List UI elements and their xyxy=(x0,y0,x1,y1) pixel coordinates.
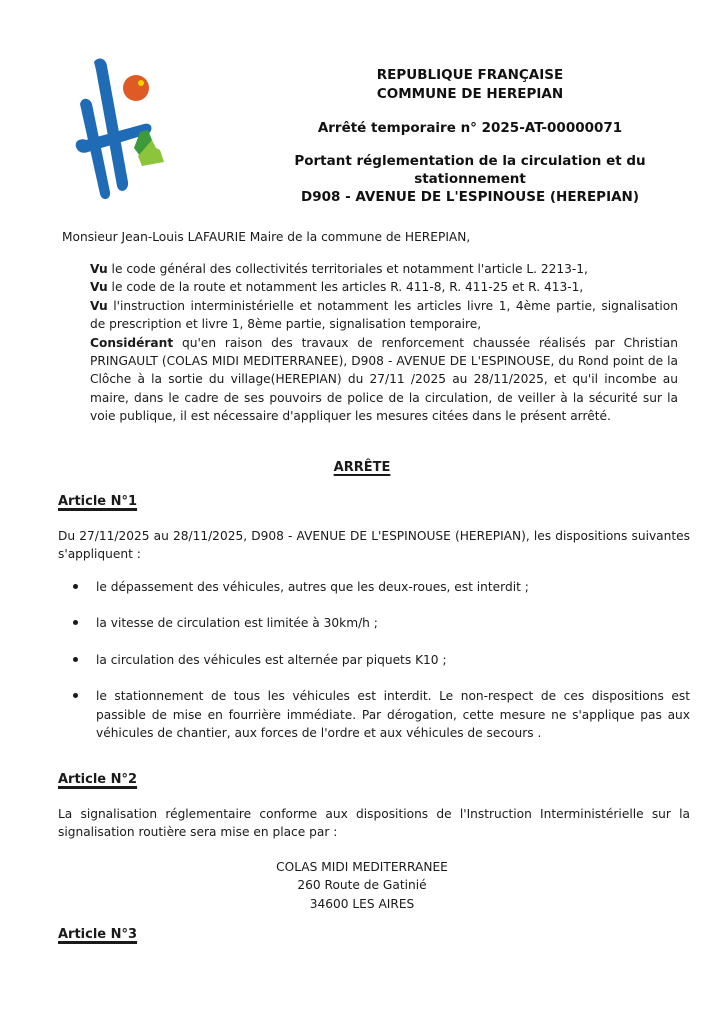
arrete-heading xyxy=(0,460,724,475)
list-item xyxy=(70,614,690,632)
visa-text: le code de la route et notamment les articles R. 411-8, R. 411-25 et R. 413-1, xyxy=(107,280,584,295)
subject-line-2: stationnement xyxy=(414,171,526,187)
address-line-city: 34600 LES AIRES xyxy=(309,896,415,911)
visa-item xyxy=(90,297,678,334)
logo-orange-sun-icon xyxy=(123,75,149,101)
article-1-intro: Du 27/11/2025 au 28/11/2025, D908 - AVENUE DE L'ESPINOUSE (HEREPIAN), les dispositions suivantes s'appliquent : xyxy=(58,529,690,562)
visa-keyword: Vu xyxy=(90,298,108,313)
list-item-text: le stationnement de tous les véhicules est interdit. Le non-respect de ces dispositions est passible de mise en fourrière immédiate. Par dérogation, cette mesure ne s'applique pas aux véhicules de chantier, aux forces de l'ordre et aux véhicules de secours . xyxy=(96,689,690,741)
article-1-bullet-list xyxy=(70,578,690,760)
commune-title: COMMUNE DE HEREPIAN xyxy=(376,86,564,102)
article-2-heading: Article N°2 xyxy=(58,772,138,787)
contractor-address xyxy=(0,858,724,913)
document-header xyxy=(262,66,678,206)
visas-block xyxy=(90,260,678,426)
arrete-heading-text: ARRÊTE xyxy=(333,460,391,475)
commune-logo xyxy=(72,52,172,202)
considerant-item xyxy=(90,334,678,426)
bullet-icon xyxy=(73,657,78,662)
visa-keyword: Vu xyxy=(90,280,108,295)
subject-line-3: D908 - AVENUE DE L'ESPINOUSE (HEREPIAN) xyxy=(300,189,640,205)
list-item-text: la vitesse de circulation est limitée à 30km/h ; xyxy=(96,616,378,631)
address-line-street: 260 Route de Gatinié xyxy=(297,878,427,893)
republic-title: REPUBLIQUE FRANÇAISE xyxy=(376,67,564,83)
bullet-icon xyxy=(73,620,78,625)
list-item-text: la circulation des véhicules est alternée par piquets K10 ; xyxy=(96,652,447,667)
visa-keyword: Vu xyxy=(90,262,108,276)
list-item xyxy=(70,687,690,742)
arrete-number: Arrêté temporaire n° 2025-AT-00000071 xyxy=(317,120,623,136)
subject-line-1: Portant réglementation de la circulation et du xyxy=(294,153,646,169)
visa-text: l'instruction interministérielle et notamment les articles livre 1, 4ème partie, signalisation de prescription et livre 1, 8ème partie, signalisation temporaire, xyxy=(90,298,678,332)
visa-item xyxy=(90,278,678,296)
article-2-intro: La signalisation réglementaire conforme aux dispositions de l'Instruction Interministérielle sur la signalisation routière sera mise en place par : xyxy=(58,807,690,840)
visa-text: le code général des collectivités territoriales et notamment l'article L. 2213-1, xyxy=(107,262,588,276)
bullet-icon xyxy=(73,693,78,698)
address-line-company: COLAS MIDI MEDITERRANEE xyxy=(276,860,448,874)
article-3-heading: Article N°3 xyxy=(58,927,138,942)
mayor-line: Monsieur Jean-Louis LAFAURIE Maire de la commune de HEREPIAN, xyxy=(62,230,471,244)
article-1-heading: Article N°1 xyxy=(58,494,138,509)
considerant-keyword: Considérant xyxy=(90,335,174,350)
subject-title xyxy=(262,152,678,206)
visa-item xyxy=(90,260,678,278)
list-item-text: le dépassement des véhicules, autres que les deux-roues, est interdit ; xyxy=(96,580,529,594)
list-item xyxy=(70,578,690,596)
bullet-icon xyxy=(73,584,78,589)
list-item xyxy=(70,651,690,669)
considerant-text: qu'en raison des travaux de renforcement chaussée réalisés par Christian PRINGAULT (COLAS MIDI MEDITERRANEE), D908 - AVENUE DE L'ESPINOUSE, du Rond point de la Clôche à la sortie du village(HEREPIAN) du 27/11 /2025 au 28/11/2025, et qu'il incombe au maire, dans le cadre de ses pouvoirs de police de la circulation, de veiller à la sécurité sur la voie publique, il est nécessaire d'appliquer les mesures citées dans le présent arrêté. xyxy=(90,335,678,424)
